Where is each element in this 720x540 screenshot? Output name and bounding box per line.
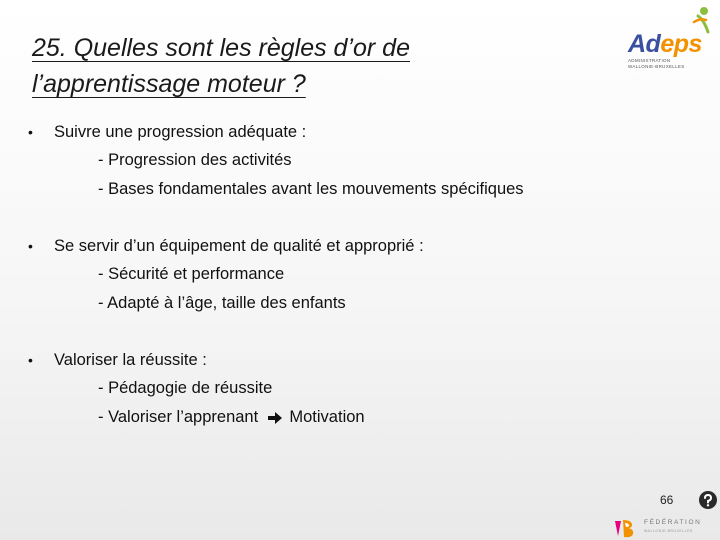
federation-label: FÉDÉRATION [644,519,702,526]
bullet-label: Valoriser la réussite : [54,351,207,369]
slide-title [32,30,552,102]
bullet-item [28,118,698,204]
adeps-subtitle-line-1: ADMINISTRATION [628,58,671,63]
bullet-item [28,232,698,318]
title-line-1: 25. Quelles sont les règles d’or de [32,34,410,62]
bullet-item [28,346,698,432]
sub-item: - Sécurité et performance [98,265,285,283]
adeps-wordmark-ad: Ad [628,30,661,58]
bullet-dot-icon: • [28,124,33,140]
title-line-2: l’apprentissage moteur ? [32,70,306,98]
sub-item-text: - Valoriser l’apprenant [98,408,259,426]
sub-item-with-arrow [28,403,698,432]
bullet-label: Suivre une progression adéquate : [54,123,307,141]
sub-item: - Pédagogie de réussite [98,379,273,397]
bullet-list [28,118,698,432]
adeps-wordmark-eps: eps [660,30,702,58]
arrow-target-text: Motivation [289,408,365,426]
bullet-label: Se servir d’un équipement de qualité et approprié : [54,237,424,255]
adeps-wordmark [628,30,702,59]
federation-emblem-icon [612,517,640,539]
federation-logo [612,517,717,539]
page-number: 66 [660,493,674,507]
federation-sublabel: WALLONIE-BRUXELLES [644,529,693,533]
sub-item: - Progression des activités [98,151,292,169]
bullet-dot-icon: • [28,352,33,368]
bullet-dot-icon: • [28,238,33,254]
adeps-subtitle-line-2: WALLONIE-BRUXELLES [628,64,685,69]
right-arrow-icon [267,411,283,425]
help-icon[interactable] [698,490,718,510]
adeps-logo [620,6,715,72]
sub-item: - Adapté à l’âge, taille des enfants [98,294,346,312]
adeps-subtitle [628,58,708,70]
sub-item: - Bases fondamentales avant les mouvements spécifiques [98,180,524,198]
